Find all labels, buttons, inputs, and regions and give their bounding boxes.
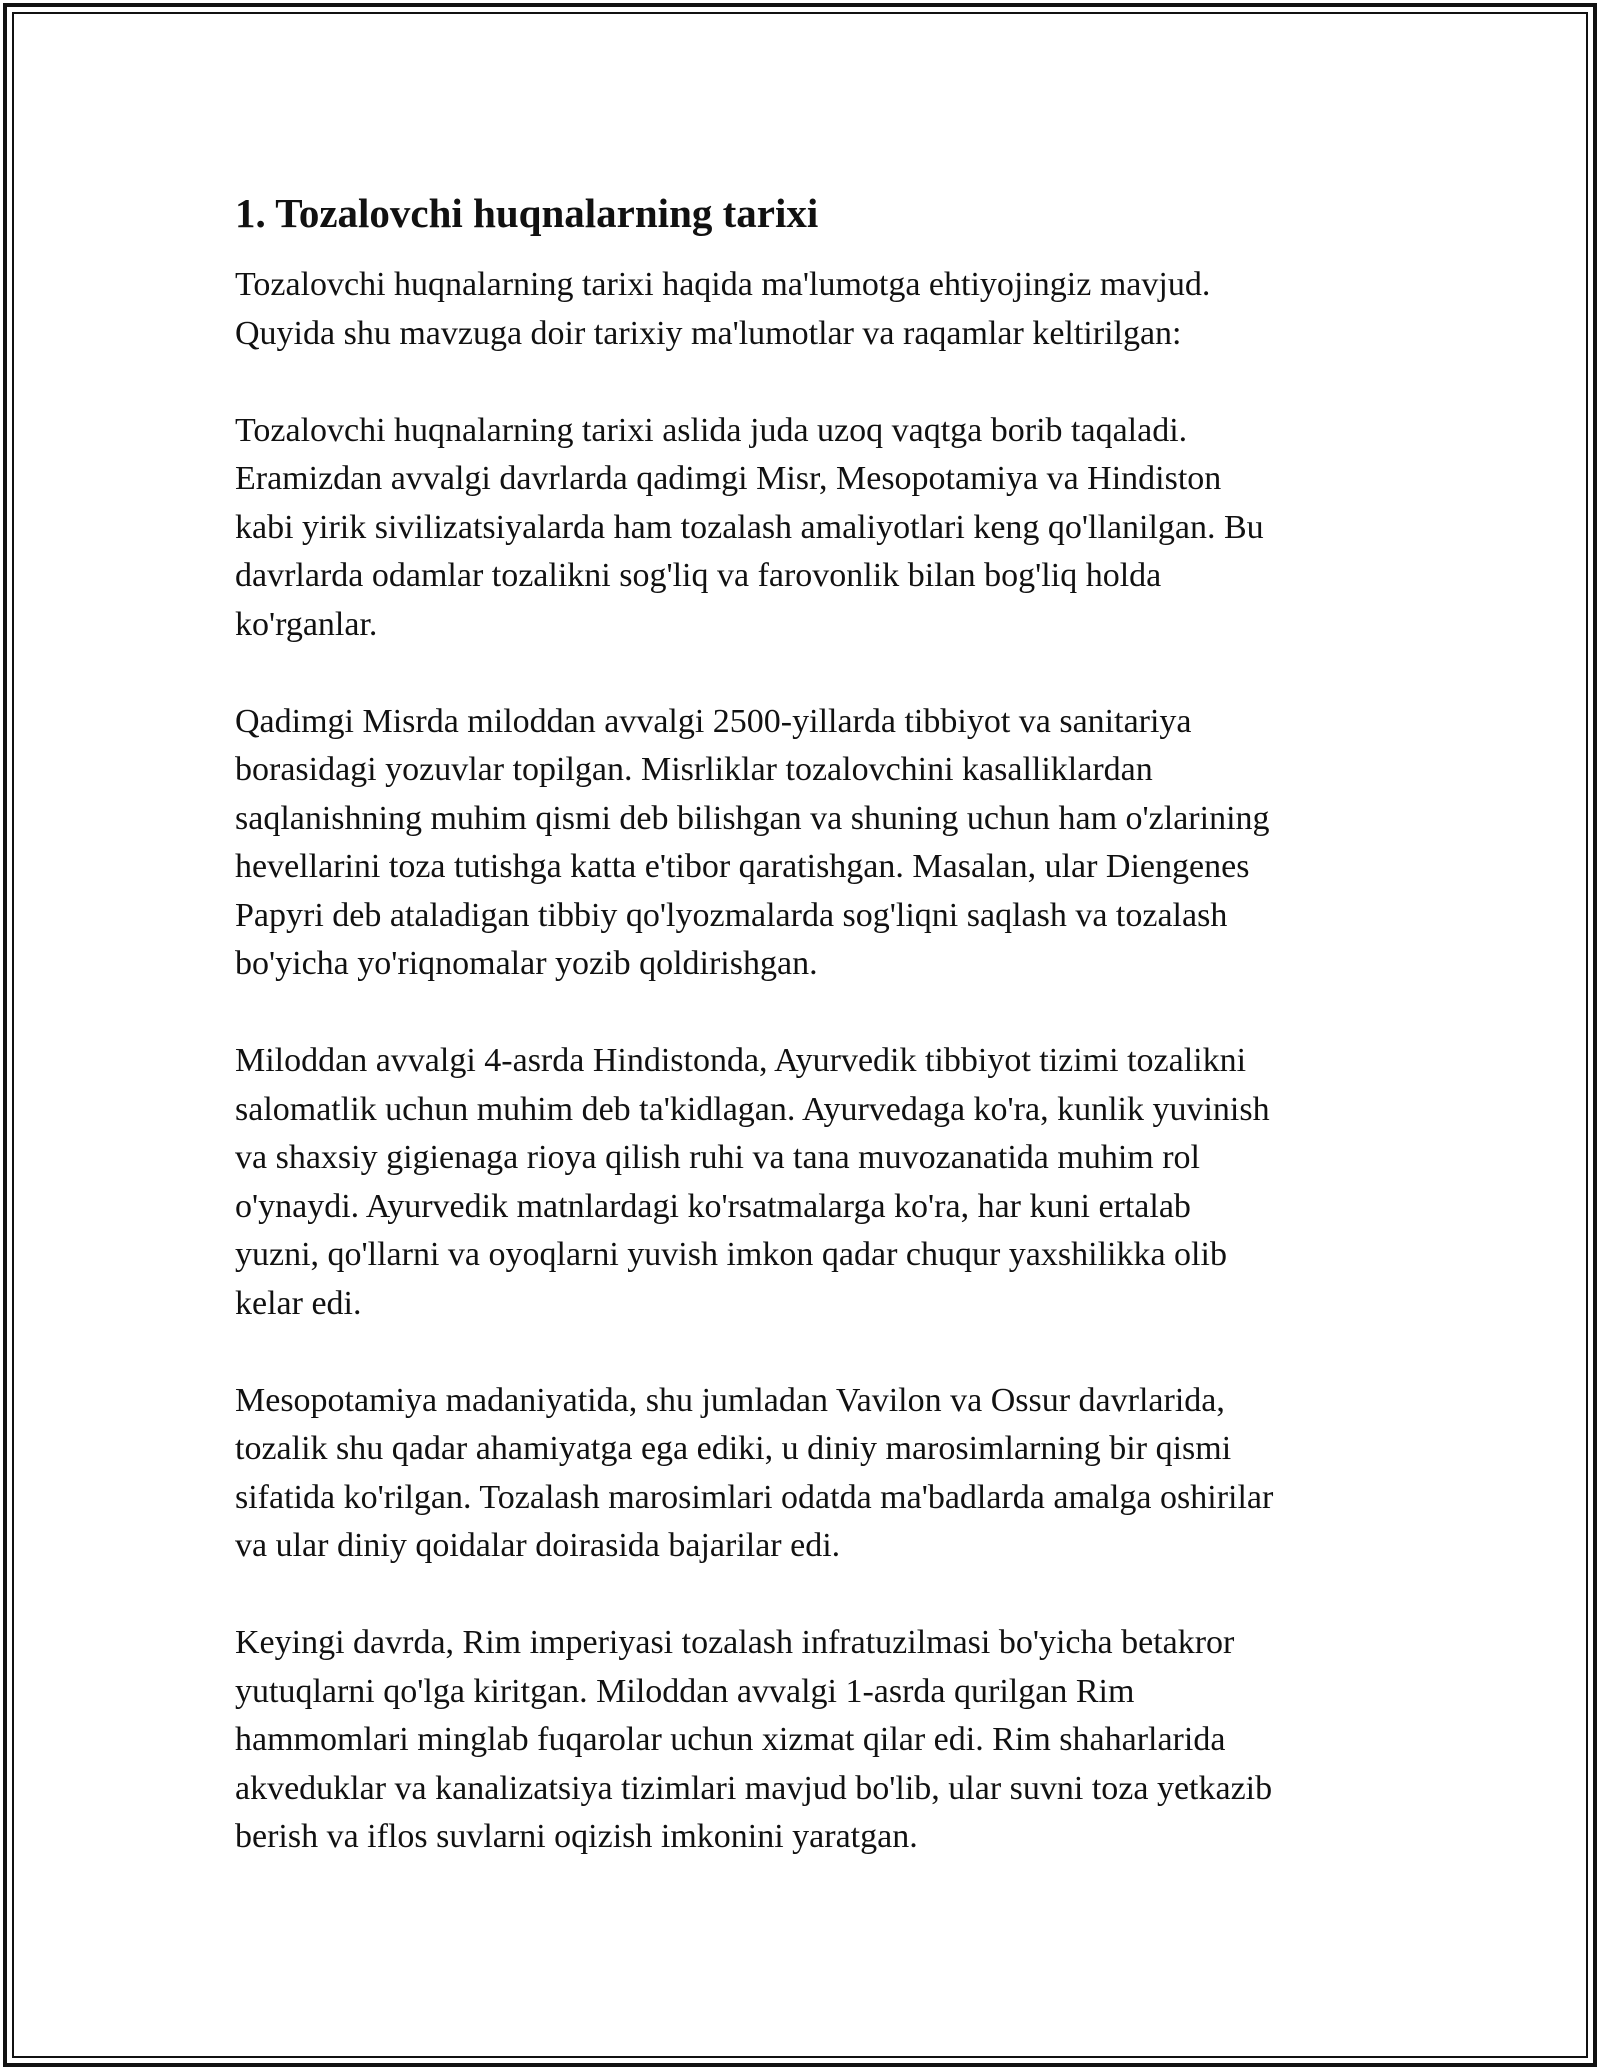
paragraph-line: Tozalovchi huqnalarning tarixi haqida ma'lumotga ehtiyojingiz mavjud. bbox=[235, 266, 1211, 303]
paragraph-line: borasidagi yozuvlar topilgan. Misrliklar tozalovchini kasalliklardan bbox=[235, 751, 1153, 788]
paragraph bbox=[235, 407, 1385, 650]
paragraph-line: davrlarda odamlar tozalikni sog'liq va farovonlik bilan bog'liq holda bbox=[235, 557, 1162, 594]
paragraph bbox=[235, 1037, 1385, 1328]
paragraph-line: sifatida ko'rilgan. Tozalash marosimlari odatda ma'badlarda amalga oshirilar bbox=[235, 1478, 1274, 1516]
paragraph-line: o'ynaydi. Ayurvedik matnlardagi ko'rsatmalarga ko'ra, har kuni ertalab bbox=[235, 1187, 1191, 1225]
paragraph-line: tozalik shu qadar ahamiyatga ega ediki, u diniy marosimlarning bir qismi bbox=[235, 1430, 1232, 1467]
document-body bbox=[235, 185, 1385, 1910]
paragraph-line: akveduklar va kanalizatsiya tizimlari mavjud bo'lib, ular suvni toza yetkazib bbox=[235, 1769, 1273, 1807]
paragraph-line: yuzni, qo'llarni va oyoqlarni yuvish imkon qadar chuqur yaxshilikka olib bbox=[235, 1236, 1227, 1273]
paragraph-line: berish va iflos suvlarni oqizish imkonini yaratgan. bbox=[235, 1818, 918, 1855]
paragraph-line: Miloddan avvalgi 4-asrda Hindistonda, Ayurvedik tibbiyot tizimi tozalikni bbox=[235, 1042, 1247, 1079]
paragraph-line: bo'yicha yo'riqnomalar yozib qoldirishgan. bbox=[235, 945, 818, 982]
paragraph-line: va shaxsiy gigienaga rioya qilish ruhi va tana muvozanatida muhim rol bbox=[235, 1139, 1200, 1176]
paragraph-line: Qadimgi Misrda miloddan avvalgi 2500-yillarda tibbiyot va sanitariya bbox=[235, 702, 1192, 740]
paragraph-line: Papyri deb ataladigan tibbiy qo'lyozmalarda sog'liqni saqlash va tozalash bbox=[235, 896, 1228, 934]
paragraph-line: hammomlari minglab fuqarolar uchun xizmat qilar edi. Rim shaharlarida bbox=[235, 1721, 1226, 1758]
paragraph-line: Tozalovchi huqnalarning tarixi aslida juda uzoq vaqtga borib taqaladi. bbox=[235, 411, 1188, 449]
paragraph-line: kelar edi. bbox=[235, 1284, 362, 1322]
paragraph-list bbox=[235, 261, 1385, 1862]
paragraph-line: Keyingi davrda, Rim imperiyasi tozalash infratuzilmasi bo'yicha betakror bbox=[235, 1624, 1235, 1661]
paragraph-line: hevellarini toza tutishga katta e'tibor qaratishgan. Masalan, ular Diengenes bbox=[235, 848, 1250, 885]
paragraph-line: salomatlik uchun muhim deb ta'kidlagan. Ayurvedaga ko'ra, kunlik yuvinish bbox=[235, 1090, 1270, 1128]
paragraph-line: Quyida shu mavzuga doir tarixiy ma'lumotlar va raqamlar keltirilgan: bbox=[235, 314, 1182, 352]
paragraph-line: yutuqlarni qo'lga kiritgan. Miloddan avvalgi 1-asrda qurilgan Rim bbox=[235, 1672, 1135, 1710]
section-heading: 1. Tozalovchi huqnalarning tarixi bbox=[235, 190, 819, 236]
paragraph bbox=[235, 1377, 1385, 1571]
paragraph-line: Eramizdan avvalgi davrlarda qadimgi Misr, Mesopotamiya va Hindiston bbox=[235, 460, 1222, 497]
paragraph-line: ko'rganlar. bbox=[235, 605, 378, 643]
paragraph bbox=[235, 698, 1385, 989]
paragraph-line: kabi yirik sivilizatsiyalarda ham tozalash amaliyotlari keng qo'llanilgan. Bu bbox=[235, 508, 1264, 546]
paragraph bbox=[235, 1619, 1385, 1862]
paragraph-line: Mesopotamiya madaniyatida, shu jumladan Vavilon va Ossur davrlarida, bbox=[235, 1381, 1225, 1419]
paragraph bbox=[235, 261, 1385, 358]
paragraph-line: saqlanishning muhim qismi deb bilishgan va shuning uchun ham o'zlarining bbox=[235, 799, 1270, 837]
paragraph-line: va ular diniy qoidalar doirasida bajarilar edi. bbox=[235, 1527, 841, 1564]
